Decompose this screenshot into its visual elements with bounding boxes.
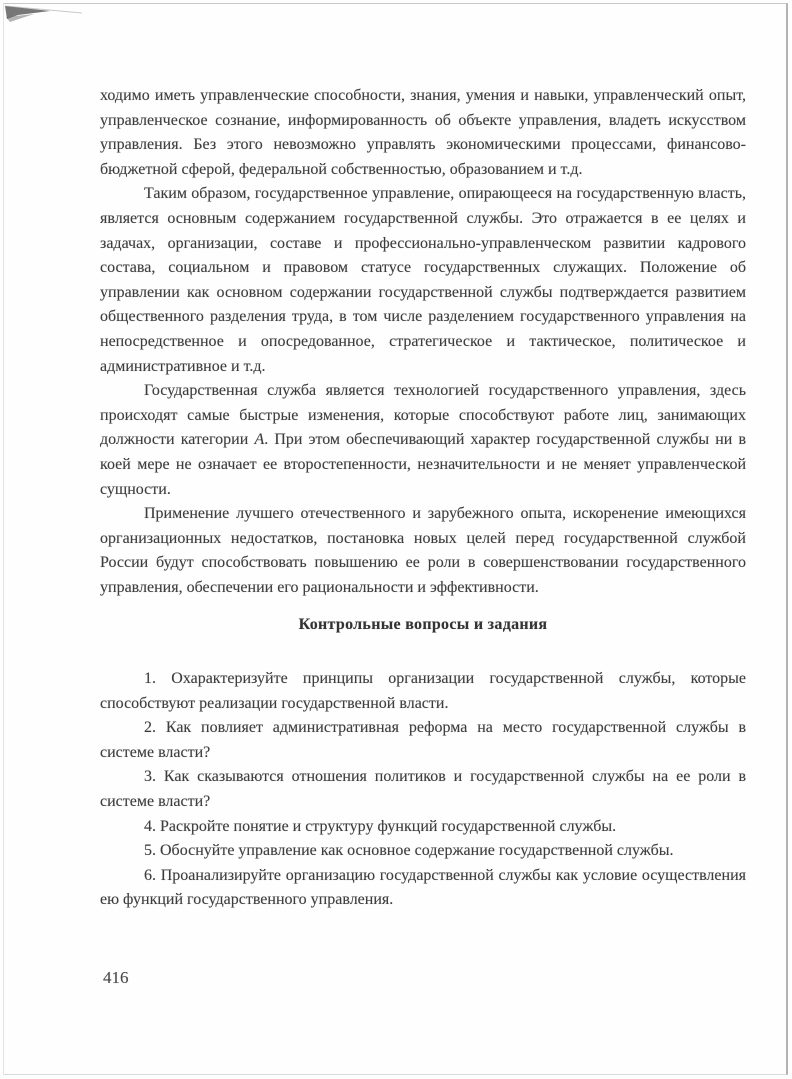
page-number: 416	[103, 968, 129, 987]
body-paragraph	[100, 379, 746, 502]
question-item: 2. Как повлияет административная реформа на место государственной службы в системе власти?	[100, 719, 746, 761]
paragraph-text: Государственная служба является технологией государственного управления, здесь происходят самые быстрые изменения, которые способствуют работе лиц, занимающих должности категории	[100, 382, 746, 449]
body-paragraph: Таким образом, государственное управление, опирающееся на государственную власть, является основным содержанием государственной службы. Это отражается в ее целях и задачах, организации, составе и профессионально-управленческом развитии кадрового состава, социальном и правовом статусе государственных служащих. Положение об управлении как основном содержании государственной службы подтверждается развитием общественного разделения труда, в том числе разделением государственного управления на непосредственное и опосредованное, стратегическое и тактическое, политическое и административное и т.д.	[100, 185, 746, 375]
body-paragraph: Применение лучшего отечественного и зарубежного опыта, искоренение имеющихся организационных недостатков, постановка новых целей перед государственной службой России будут способствовать повышению ее роли в совершенствовании государственного управления, обеспечении его рациональности и эффективности.	[100, 505, 746, 596]
paragraph-text: . При этом обеспечивающий характер государственной службы ни в коей мере не означает ее второстепенности, незначительности и не меняет управленческой сущности.	[100, 431, 746, 498]
question-item: 4. Раскройте понятие и структуру функций государственной службы.	[144, 817, 617, 835]
question-item: 6. Проанализируйте организацию государственной службы как условие осуществления ею функций государственного управления.	[100, 866, 746, 909]
question-item: 5. Обоснуйте управление как основное содержание государственной службы.	[144, 842, 674, 860]
category-letter: А	[254, 431, 265, 449]
page-text-column	[100, 84, 746, 913]
question-item: 3. Как сказываются отношения политиков и государственной службы на ее роли в системе власти?	[100, 768, 746, 811]
questions-list	[100, 667, 746, 913]
body-paragraph: ходимо иметь управленческие способности, знания, умения и навыки, управленческий опыт, управленческое сознание, информированность об объекте управления, владеть искусством управления. Без этого невозможно управлять экономическими процессами, финансово-бюджетной сферой, федеральной собственностью, образованием и т.д.	[100, 87, 746, 178]
question-item: 1. Охарактеризуйте принципы организации государственной службы, которые способствуют реализации государственной власти.	[100, 670, 746, 712]
section-heading: Контрольные вопросы и задания	[298, 616, 548, 634]
scan-artifact-mark	[4, 3, 84, 29]
